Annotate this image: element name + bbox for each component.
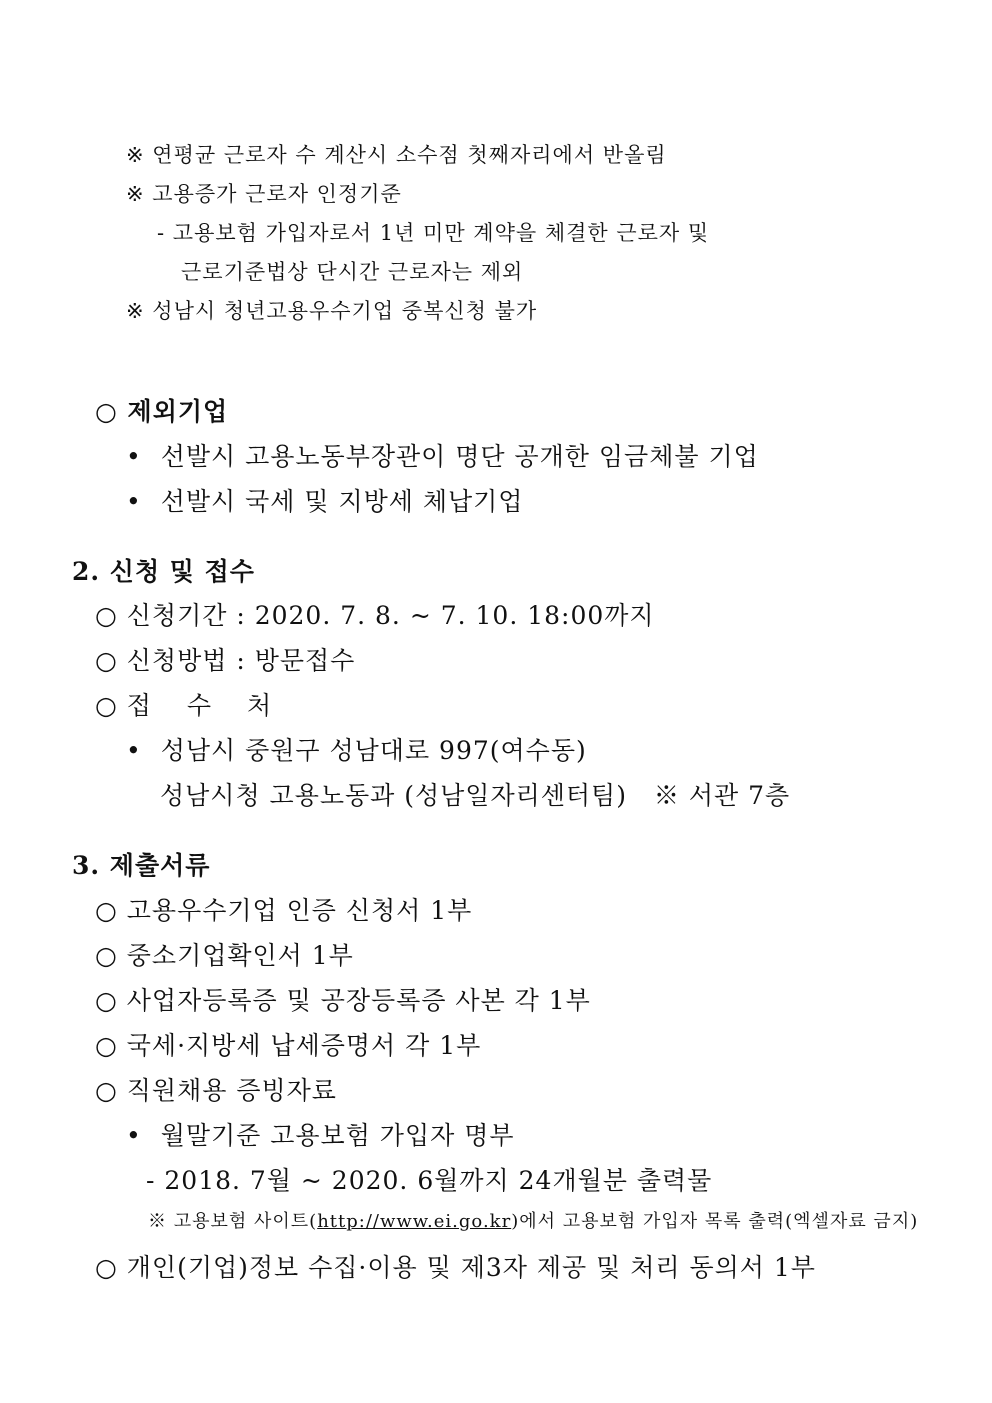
item-text: 사업자등록증 및 공장등록증 사본 각 1부 bbox=[126, 986, 591, 1015]
site-note-suffix: )에서 고용보험 가입자 목록 출력(엑셀자료 금지) bbox=[511, 1211, 919, 1232]
item-text: 고용우수기업 인증 신청서 1부 bbox=[126, 896, 473, 925]
document-item bbox=[95, 1071, 337, 1107]
reference-mark: ※ bbox=[126, 299, 145, 323]
document-item bbox=[95, 891, 472, 927]
document-item bbox=[95, 981, 591, 1017]
item-text: 개인(기업)정보 수집·이용 및 제3자 제공 및 처리 동의서 1부 bbox=[126, 1253, 816, 1282]
dash-mark: - bbox=[157, 221, 166, 245]
circle-mark: ○ bbox=[95, 941, 118, 970]
item-text: 신청방법 : 방문접수 bbox=[126, 646, 356, 675]
section-2-heading: 2. 신청 및 접수 bbox=[72, 557, 255, 586]
note-criteria-detail bbox=[157, 217, 709, 247]
consent-form-item bbox=[95, 1248, 816, 1284]
bullet-mark: • bbox=[126, 1121, 142, 1150]
circle-mark: ○ bbox=[95, 601, 118, 630]
employment-insurance-site-link[interactable]: http://www.ei.go.kr bbox=[317, 1211, 512, 1232]
note-employment-criteria bbox=[126, 178, 402, 208]
circle-mark: ○ bbox=[95, 1031, 118, 1060]
application-period bbox=[95, 596, 655, 632]
circle-mark: ○ bbox=[95, 1253, 118, 1282]
application-method bbox=[95, 641, 355, 677]
bullet-mark: • bbox=[126, 442, 142, 471]
section-3-heading: 3. 제출서류 bbox=[72, 851, 211, 880]
circle-mark: ○ bbox=[95, 986, 118, 1015]
bullet-mark: • bbox=[126, 487, 142, 516]
excluded-heading bbox=[95, 392, 228, 428]
item-text: 직원채용 증빙자료 bbox=[126, 1076, 337, 1105]
item-text: 성남시 중원구 성남대로 997(여수동) bbox=[160, 736, 587, 765]
note-text: 고용보험 가입자로서 1년 미만 계약을 체결한 근로자 및 bbox=[172, 221, 710, 245]
note-text: 성남시 청년고용우수기업 중복신청 불가 bbox=[152, 299, 538, 323]
item-text: 중소기업확인서 1부 bbox=[126, 941, 354, 970]
heading-text: 제외기업 bbox=[127, 397, 229, 426]
circle-mark: ○ bbox=[95, 896, 118, 925]
reception-office bbox=[95, 686, 285, 722]
office-department bbox=[160, 776, 790, 812]
item-text: 신청기간 : 2020. 7. 8. ~ 7. 10. 18:00까지 bbox=[126, 601, 655, 630]
evidence-period: - 2018. 7월 ~ 2020. 6월까지 24개월분 출력물 bbox=[146, 1166, 713, 1195]
document-item bbox=[95, 1026, 481, 1062]
bullet-mark: • bbox=[126, 736, 142, 765]
evidence-item bbox=[126, 1116, 515, 1152]
item-text: 접 수 처 bbox=[126, 691, 286, 720]
office-address bbox=[126, 731, 587, 767]
note-text: 근로기준법상 단시간 근로자는 제외 bbox=[181, 260, 524, 284]
reference-mark: ※ bbox=[126, 143, 145, 167]
document-item bbox=[95, 936, 354, 972]
note-text: 고용증가 근로자 인정기준 bbox=[152, 182, 402, 206]
excluded-item bbox=[126, 482, 523, 518]
note-text: 연평균 근로자 수 계산시 소수점 첫째자리에서 반올림 bbox=[152, 143, 667, 167]
item-text: 성남시청 고용노동과 (성남일자리센터팀) bbox=[160, 781, 627, 810]
circle-mark: ○ bbox=[95, 1076, 118, 1105]
note-no-duplicate bbox=[126, 295, 537, 325]
site-note-prefix: ※ 고용보험 사이트( bbox=[148, 1211, 318, 1232]
item-text: 선발시 고용노동부장관이 명단 공개한 임금체불 기업 bbox=[160, 442, 759, 471]
reference-mark: ※ bbox=[126, 182, 145, 206]
circle-mark: ○ bbox=[95, 397, 118, 426]
note-criteria-detail-cont bbox=[181, 256, 523, 286]
item-text: 선발시 국세 및 지방세 체납기업 bbox=[160, 487, 524, 516]
note-rounding bbox=[126, 139, 667, 169]
item-text: 월말기준 고용보험 가입자 명부 bbox=[160, 1121, 515, 1150]
excluded-item bbox=[126, 437, 759, 473]
floor-note: ※ 서관 7층 bbox=[653, 781, 791, 810]
site-note bbox=[148, 1207, 918, 1233]
circle-mark: ○ bbox=[95, 646, 118, 675]
item-text: 국세·지방세 납세증명서 각 1부 bbox=[126, 1031, 482, 1060]
circle-mark: ○ bbox=[95, 691, 118, 720]
